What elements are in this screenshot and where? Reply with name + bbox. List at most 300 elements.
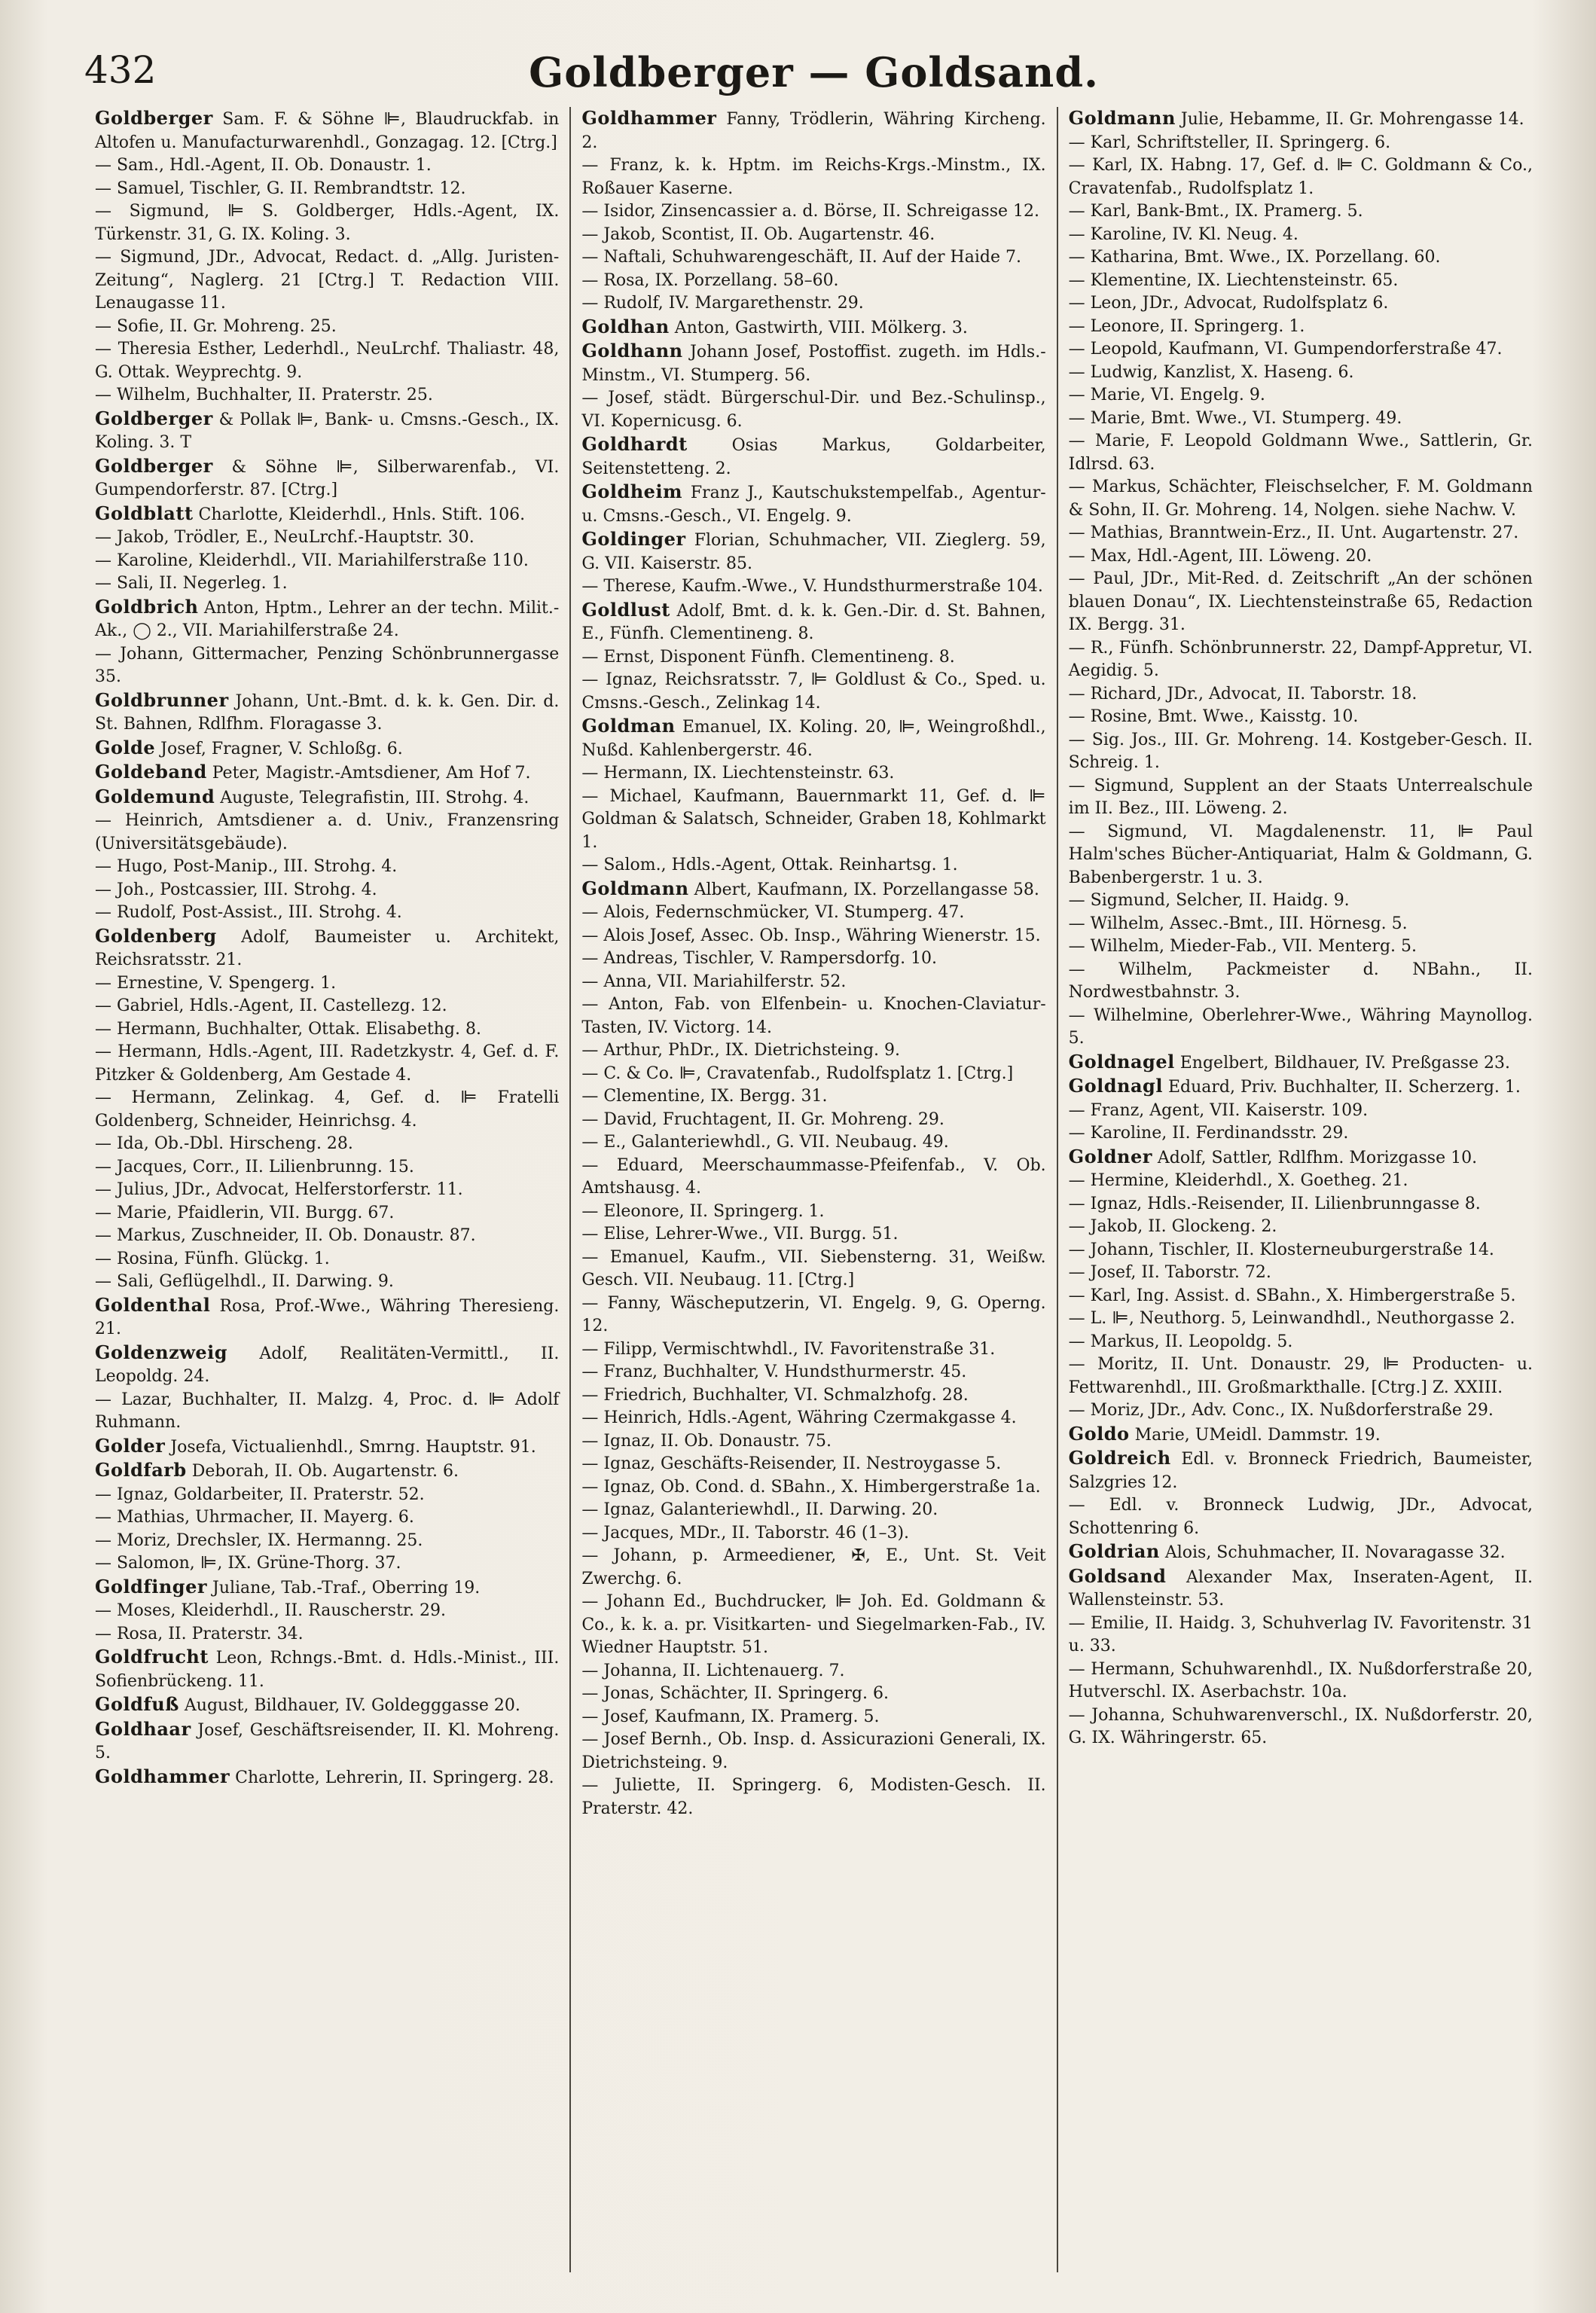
directory-entry <box>581 1247 1045 1292</box>
entry-surname: Goldfarb <box>95 1459 187 1481</box>
entry-text: — Joh., Postcassier, III. Strohg. 4. <box>95 880 377 899</box>
entry-surname: Goldhardt <box>581 433 688 455</box>
entry-text: — Marie, F. Leopold Goldmann Wwe., Sattlerin, Gr. Idlrsd. 63. <box>1068 432 1533 474</box>
entry-text: — Johann Ed., Buchdrucker, ⊫ Joh. Ed. Goldmann & Co., k. k. a. pr. Visitkarten- und Siegelmarken-Fab., IV. Wiedner Hauptstr. 51. <box>581 1592 1046 1657</box>
directory-entry <box>1069 1122 1533 1146</box>
entry-text: — Marie, Pfaidlerin, VII. Burgg. 67. <box>95 1203 395 1222</box>
directory-entry <box>581 1499 1045 1522</box>
entry-text: — Julius, JDr., Advocat, Helferstorferstr. 11. <box>95 1180 463 1199</box>
entry-text: — Mathias, Uhrmacher, II. Mayerg. 6. <box>95 1508 414 1527</box>
directory-entry <box>1069 683 1533 706</box>
entry-surname: Goldlust <box>581 598 670 621</box>
entry-surname: Goldberger <box>95 454 213 477</box>
entry-text: — Marie, VI. Engelg. 9. <box>1068 386 1265 404</box>
entry-text: — Wilhelm, Assec.-Bmt., III. Hörnesg. 5. <box>1068 914 1408 933</box>
directory-entry <box>581 292 1045 316</box>
directory-entry <box>581 270 1045 293</box>
directory-entry <box>581 1660 1045 1683</box>
directory-entry <box>581 1338 1045 1362</box>
directory-entry <box>1069 1239 1533 1262</box>
entry-surname: Goldrian <box>1068 1540 1160 1562</box>
entry-text: & Pollak ⊫, Bank- u. Cmsns.-Gesch., IX. Koling. 3. T <box>95 410 560 452</box>
entry-text: Adolf, Baumeister u. Architekt, Reichsratsstr. 21. <box>95 927 560 969</box>
directory-entry <box>581 1729 1045 1774</box>
entry-text: — Paul, JDr., Mit-Red. d. Zeitschrift „An der schönen blauen Donau“, IX. Liechtensteinstraße 65, Redaction IX. Bergg. 31. <box>1068 569 1533 634</box>
directory-entry <box>1069 384 1533 407</box>
entry-text: — Anna, VII. Mariahilferstr. 52. <box>581 972 847 991</box>
entry-text: — Ignaz, Hdls.-Reisender, II. Lilienbrunngasse 8. <box>1068 1194 1481 1213</box>
entry-surname: Goldhan <box>581 315 670 337</box>
directory-entry <box>95 1225 559 1248</box>
directory-entry <box>1069 729 1533 775</box>
directory-entry <box>95 1248 559 1271</box>
entry-text: — Sali, Geflügelhdl., II. Darwing. 9. <box>95 1272 394 1291</box>
entry-surname: Goldberger <box>95 407 213 429</box>
entry-text: — Ignaz, Geschäfts-Reisender, II. Nestroygasse 5. <box>581 1454 1002 1473</box>
directory-entry <box>1069 224 1533 247</box>
directory-entry <box>95 200 559 246</box>
entry-text: Juliane, Tab.-Traf., Oberring 19. <box>212 1578 481 1597</box>
entry-surname: Goldmann <box>581 877 689 899</box>
directory-entry <box>581 1063 1045 1086</box>
entry-text: — Arthur, PhDr., IX. Dietrichsteing. 9. <box>581 1041 901 1060</box>
entry-text: — Ignaz, Ob. Cond. d. SBahn., X. Himbergerstraße 1a. <box>581 1477 1041 1497</box>
entry-text: — Ernestine, V. Spengerg. 1. <box>95 973 337 993</box>
entry-text: — Moriz, JDr., Adv. Conc., IX. Nußdorferstraße 29. <box>1068 1401 1494 1420</box>
entry-text: — Josef, II. Taborstr. 72. <box>1068 1263 1271 1282</box>
entry-text: Florian, Schuhmacher, VII. Zieglerg. 59, G. VII. Kaiserstr. 85. <box>581 531 1046 573</box>
directory-entry <box>581 433 1045 481</box>
directory-entry <box>95 856 559 879</box>
entry-text: — R., Fünfh. Schönbrunnerstr. 22, Dampf-Appretur, VI. Aegidig. 5. <box>1068 638 1533 680</box>
directory-entry <box>1069 362 1533 385</box>
directory-entry <box>95 1552 559 1576</box>
directory-entry <box>1069 1216 1533 1239</box>
page-title: Goldberger — Goldsand. <box>529 48 1099 96</box>
entry-text: — Alois, Federnschmücker, VI. Stumperg. 47. <box>581 903 965 922</box>
directory-entry <box>1069 200 1533 224</box>
directory-entry <box>95 1646 559 1693</box>
directory-entry <box>1069 775 1533 821</box>
directory-entry <box>581 925 1045 948</box>
directory-entry <box>581 1774 1045 1820</box>
entry-text: — Juliette, II. Springerg. 6, Modisten-Gesch. II. Praterstr. 42. <box>581 1776 1046 1818</box>
directory-entry <box>95 107 559 154</box>
directory-entry <box>581 107 1045 154</box>
entry-text: — Markus, Schächter, Fleischselcher, F. M. Goldmann & Sohn, II. Gr. Mohreng. 14, Nolgen. siehe Nachw. V. <box>1068 478 1533 520</box>
directory-entry <box>95 502 559 527</box>
directory-entry <box>95 972 559 996</box>
entry-text: Josefa, Victualienhdl., Smrng. Hauptstr. 91. <box>170 1437 536 1457</box>
directory-entry <box>95 1179 559 1202</box>
entry-text: — Josef Bernh., Ob. Insp. d. Assicurazioni Generali, IX. Dietrichsteing. 9. <box>581 1730 1046 1772</box>
entry-text: Johann, Unt.-Bmt. d. k. k. Gen. Dir. d. St. Bahnen, Rdlfhm. Floragasse 3. <box>95 691 560 734</box>
entry-text: — Ignaz, II. Ob. Donaustr. 75. <box>581 1431 832 1451</box>
directory-entry <box>1069 1540 1533 1565</box>
entry-text: — Eleonore, II. Springerg. 1. <box>581 1201 825 1221</box>
entry-text: Adolf, Realitäten-Vermittl., II. Leopoldg. 24. <box>95 1344 560 1386</box>
directory-entry <box>1069 154 1533 200</box>
directory-entry <box>95 1623 559 1646</box>
directory-entry <box>581 877 1045 902</box>
entry-text: Edl. v. Bronneck Friedrich, Baumeister, Salzgries 12. <box>1068 1450 1533 1492</box>
directory-entry <box>95 1718 559 1765</box>
entry-text: — Sigmund, Supplent an der Staats Unterrealschule im II. Bez., III. Löweng. 2. <box>1068 776 1533 818</box>
entry-text: — Karoline, IV. Kl. Neug. 4. <box>1068 224 1298 244</box>
entry-text: Anton, Gastwirth, VIII. Mölkerg. 3. <box>674 318 968 337</box>
entry-text: — Ernst, Disponent Fünfh. Clementineng. 8. <box>581 647 955 667</box>
entry-surname: Goldenzweig <box>95 1341 228 1363</box>
entry-text: Auguste, Telegrafistin, III. Strohg. 4. <box>220 788 529 807</box>
directory-columns <box>84 107 1543 2272</box>
directory-entry <box>581 1201 1045 1224</box>
directory-entry <box>1069 1308 1533 1331</box>
directory-entry <box>581 1476 1045 1500</box>
directory-entry <box>1069 338 1533 362</box>
entry-text: — Hermine, Kleiderhdl., X. Goetheg. 21. <box>1068 1171 1408 1190</box>
directory-entry <box>1069 959 1533 1005</box>
entry-text: — Karl, Ing. Assist. d. SBahn., X. Himbergerstraße 5. <box>1068 1286 1516 1305</box>
entry-surname: Goldbrich <box>95 595 199 618</box>
page-number: 432 <box>84 48 157 92</box>
directory-entry <box>581 1361 1045 1384</box>
entry-surname: Goldenberg <box>95 924 217 947</box>
entry-text: — David, Fruchtagent, II. Gr. Mohreng. 29. <box>581 1109 944 1129</box>
entry-text: — Klementine, IX. Liechtensteinstr. 65. <box>1068 270 1399 290</box>
directory-entry <box>1069 476 1533 522</box>
entry-text: — Jakob, Scontist, II. Ob. Augartenstr. 46. <box>581 224 935 244</box>
entry-surname: Goldman <box>581 715 676 737</box>
directory-entry <box>95 1041 559 1087</box>
directory-entry <box>581 1407 1045 1430</box>
entry-text: — Moses, Kleiderhdl., II. Rauscherstr. 29. <box>95 1601 447 1620</box>
directory-entry <box>95 1018 559 1042</box>
entry-text: — Salomon, ⊫, IX. Grüne-Thorg. 37. <box>95 1554 401 1573</box>
directory-entry <box>581 575 1045 599</box>
column-right <box>1057 107 1543 2272</box>
entry-surname: Goldfuß <box>95 1693 179 1715</box>
entry-text: — Isidor, Zinsencassier a. d. Börse, II. Schreigasse 12. <box>581 202 1039 221</box>
entry-text: Leon, Rchngs.-Bmt. d. Hdls.-Minist., III. Sofienbrückeng. 11. <box>95 1649 560 1691</box>
directory-entry <box>1069 1565 1533 1613</box>
entry-text: — Hermann, IX. Liechtensteinstr. 63. <box>581 764 895 783</box>
entry-text: — Johann, Gittermacher, Penzing Schönbrunnergasse 35. <box>95 644 560 686</box>
entry-text: — Heinrich, Hdls.-Agent, Währing Czermakgasse 4. <box>581 1408 1017 1427</box>
directory-entry <box>95 643 559 689</box>
directory-entry <box>1069 1100 1533 1123</box>
entry-surname: Goldhaar <box>95 1717 191 1740</box>
entry-text: — Sofie, II. Gr. Mohreng. 25. <box>95 316 337 336</box>
column-left <box>84 107 569 2272</box>
directory-entry <box>95 902 559 925</box>
entry-text: August, Bildhauer, IV. Goldegggasse 20. <box>184 1696 520 1715</box>
directory-entry <box>95 1294 559 1341</box>
entry-surname: Golder <box>95 1434 166 1457</box>
entry-text: — Karoline, Kleiderhdl., VII. Mariahilferstraße 110. <box>95 551 529 570</box>
directory-entry <box>1069 246 1533 270</box>
entry-text: Sam. F. & Söhne ⊫, Blaudruckfab. in Altofen u. Manufacturwarenhdl., Gonzagag. 12. [Ctrg.] <box>95 110 560 152</box>
entry-text: Adolf, Bmt. d. k. k. Gen.-Dir. d. St. Bahnen, E., Fünfh. Clementineng. 8. <box>581 601 1046 643</box>
entry-text: — Samuel, Tischler, G. II. Rembrandtstr. 12. <box>95 179 466 198</box>
entry-text: — Theresia Esther, Lederhdl., NeuLrchf. Thaliastr. 48, G. Ottak. Weyprechtg. 9. <box>95 340 560 382</box>
directory-entry <box>95 572 559 596</box>
entry-text: — Heinrich, Amtsdiener a. d. Univ., Franzensring (Universitätsgebäude). <box>95 811 560 853</box>
entry-text: — Sigmund, JDr., Advocat, Redact. d. „Allg. Juristen-Zeitung“, Naglerg. 21 [Ctrg.] T. Redaction VIII. Lenaugasse 11. <box>95 248 560 313</box>
entry-surname: Goldhammer <box>581 107 717 129</box>
entry-text: Engelbert, Bildhauer, IV. Preßgasse 23. <box>1179 1053 1510 1073</box>
directory-entry <box>1069 545 1533 569</box>
directory-entry <box>1069 107 1533 132</box>
entry-text: — Wilhelm, Buchhalter, II. Praterstr. 25. <box>95 386 433 404</box>
entry-text: — Karoline, II. Ferdinandsstr. 29. <box>1068 1124 1349 1143</box>
directory-entry <box>95 1576 559 1600</box>
directory-entry <box>581 599 1045 646</box>
entry-text: — Sig. Jos., III. Gr. Mohreng. 14. Kostgeber-Gesch. II. Schreig. 1. <box>1068 730 1533 772</box>
directory-entry <box>581 1085 1045 1109</box>
directory-entry <box>95 1435 559 1460</box>
entry-text: Franz J., Kautschukstempelfab., Agentur- u. Cmsns.-Gesch., VI. Engelg. 9. <box>581 484 1046 526</box>
directory-entry <box>1069 522 1533 545</box>
directory-entry <box>581 902 1045 925</box>
entry-surname: Golde <box>95 736 156 758</box>
directory-entry <box>1069 1399 1533 1423</box>
entry-surname: Goldeband <box>95 761 207 783</box>
entry-surname: Goldsand <box>1068 1564 1167 1587</box>
directory-entry <box>581 528 1045 575</box>
entry-text: — Hermann, Schuhwarenhdl., IX. Nußdorferstraße 20, Hutverschl. IX. Aserbachstr. 10a. <box>1068 1659 1533 1701</box>
directory-entry <box>581 224 1045 247</box>
directory-entry <box>581 1545 1045 1591</box>
directory-entry <box>1069 889 1533 913</box>
entry-text: — Salom., Hdls.-Agent, Ottak. Reinhartsg. 1. <box>581 856 958 874</box>
entry-text: — Markus, Zuschneider, II. Ob. Donaustr. 87. <box>95 1226 476 1245</box>
directory-entry <box>1069 1704 1533 1750</box>
directory-entry <box>95 596 559 643</box>
directory-entry <box>1069 316 1533 339</box>
entry-text: — Sali, II. Negerleg. 1. <box>95 574 288 593</box>
directory-entry <box>1069 292 1533 316</box>
directory-entry <box>1069 430 1533 476</box>
entry-text: — Johanna, II. Lichtenauerg. 7. <box>581 1661 845 1680</box>
directory-entry <box>95 1133 559 1156</box>
entry-text: Albert, Kaufmann, IX. Porzellangasse 58. <box>694 880 1039 899</box>
entry-text: Marie, UMeidl. Dammstr. 19. <box>1134 1425 1381 1445</box>
entry-text: — Rosa, II. Praterstr. 34. <box>95 1624 304 1643</box>
entry-text: — Markus, II. Leopoldg. 5. <box>1068 1332 1293 1351</box>
directory-entry <box>1069 935 1533 959</box>
directory-entry <box>581 340 1045 387</box>
entry-text: — Elise, Lehrer-Wwe., VII. Burgg. 51. <box>581 1225 899 1243</box>
directory-entry <box>95 786 559 810</box>
entry-text: — Wilhelm, Mieder-Fab., VII. Menterg. 5. <box>1068 937 1417 956</box>
entry-text: Fanny, Trödlerin, Währing Kircheng. 2. <box>581 110 1046 152</box>
entry-text: — Rudolf, IV. Margarethenstr. 29. <box>581 294 864 313</box>
directory-entry <box>95 1506 559 1530</box>
entry-text: — Jacques, MDr., II. Taborstr. 46 (1–3). <box>581 1523 910 1543</box>
entry-surname: Goldemund <box>95 785 215 807</box>
entry-text: — Jonas, Schächter, II. Springerg. 6. <box>581 1684 889 1703</box>
directory-entry <box>1069 1005 1533 1051</box>
entry-surname: Goldner <box>1068 1145 1152 1167</box>
directory-entry <box>581 1223 1045 1247</box>
entry-text: — Anton, Fab. von Elfenbein- u. Knochen-Claviatur-Tasten, IV. Victorg. 14. <box>581 995 1046 1037</box>
directory-entry <box>1069 1075 1533 1100</box>
directory-entry <box>1069 706 1533 729</box>
directory-entry <box>581 947 1045 971</box>
directory-entry <box>95 1693 559 1718</box>
directory-entry <box>581 1109 1045 1132</box>
entry-text: — Emanuel, Kaufm., VII. Siebensterng. 31, Weißw. Gesch. VII. Neubaug. 11. [Ctrg.] <box>581 1247 1046 1289</box>
entry-surname: Goldblatt <box>95 502 194 524</box>
directory-entry <box>581 715 1045 762</box>
directory-entry <box>1069 637 1533 683</box>
page-header <box>84 41 1543 113</box>
entry-text: — Edl. v. Bronneck Ludwig, JDr., Advocat, Schottenring 6. <box>1068 1496 1533 1538</box>
directory-entry <box>581 1591 1045 1660</box>
directory-entry <box>581 316 1045 340</box>
entry-text: Anton, Hptm., Lehrer an der techn. Milit.-Ak., ◯ 2., VII. Mariahilferstraße 24. <box>95 598 560 640</box>
directory-entry <box>1069 1658 1533 1704</box>
directory-entry <box>1069 1146 1533 1170</box>
entry-surname: Goldnagel <box>1068 1050 1175 1073</box>
entry-text: — Karl, IX. Habng. 17, Gef. d. ⊫ C. Goldmann & Co., Cravatenfab., Rudolfsplatz 1. <box>1068 156 1533 198</box>
entry-text: — L. ⊫, Neuthorg. 5, Leinwandhdl., Neuthorgasse 2. <box>1068 1309 1515 1328</box>
directory-entry <box>95 761 559 786</box>
entry-text: — Hermann, Hdls.-Agent, III. Radetzkystr. 4, Gef. d. F. Pitzker & Goldenberg, Am Gestade 4. <box>95 1042 560 1085</box>
directory-entry <box>1069 821 1533 890</box>
entry-text: — Moriz, Drechsler, IX. Hermanng. 25. <box>95 1530 423 1550</box>
directory-entry <box>581 1155 1045 1201</box>
directory-entry <box>581 154 1045 200</box>
entry-text: — Leonore, II. Springerg. 1. <box>1068 316 1305 336</box>
entry-text: Alois, Schuhmacher, II. Novaragasse 32. <box>1164 1543 1506 1562</box>
entry-text: — Ida, Ob.-Dbl. Hirscheng. 28. <box>95 1134 353 1153</box>
directory-entry <box>581 481 1045 528</box>
directory-entry <box>1069 913 1533 936</box>
entry-surname: Goldfrucht <box>95 1646 209 1668</box>
directory-entry <box>1069 132 1533 155</box>
directory-entry <box>581 1430 1045 1454</box>
entry-text: Alexander Max, Inseraten-Agent, II. Wallensteinstr. 53. <box>1068 1567 1533 1610</box>
directory-entry <box>95 1087 559 1133</box>
entry-text: — Franz, Buchhalter, V. Hundsthurmerstr. 45. <box>581 1362 967 1381</box>
directory-entry <box>95 1389 559 1435</box>
entry-text: — Katharina, Bmt. Wwe., IX. Porzellang. 60. <box>1068 248 1441 267</box>
directory-entry <box>1069 270 1533 293</box>
entry-text: — Friedrich, Buchhalter, VI. Schmalzhofg. 28. <box>581 1385 969 1405</box>
directory-entry <box>95 1156 559 1179</box>
entry-text: — Sigmund, VI. Magdalenenstr. 11, ⊫ Paul Halm'sches Bücher-Antiquariat, Halm & Goldmann, G. Babenbergerstr. 1 u. 3. <box>1068 822 1533 887</box>
entry-text: — Hugo, Post-Manip., III. Strohg. 4. <box>95 857 398 876</box>
entry-surname: Goldberger <box>95 107 213 129</box>
entry-text: — Rosine, Bmt. Wwe., Kaisstg. 10. <box>1068 707 1359 726</box>
entry-text: — Leopold, Kaufmann, VI. Gumpendorferstraße 47. <box>1068 340 1503 359</box>
entry-text: — Josef, städt. Bürgerschul-Dir. und Bez.-Schulinsp., VI. Kopernicusg. 6. <box>581 389 1046 431</box>
entry-text: — Alois Josef, Assec. Ob. Insp., Währing Wienerstr. 15. <box>581 926 1041 945</box>
entry-text: Josef, Fragner, V. Schloßg. 6. <box>160 739 403 758</box>
entry-text: — Karl, Schriftsteller, II. Springerg. 6. <box>1068 133 1391 152</box>
directory-entry <box>95 879 559 902</box>
entry-text: — Ignaz, Goldarbeiter, II. Praterstr. 52. <box>95 1485 425 1504</box>
entry-text: — Rudolf, Post-Assist., III. Strohg. 4. <box>95 903 402 922</box>
entry-text: — Johann, p. Armeediener, ✠, E., Unt. St. Veit Zwerchg. 6. <box>581 1546 1046 1588</box>
directory-entry <box>95 550 559 573</box>
directory-entry <box>581 646 1045 670</box>
entry-text: Charlotte, Lehrerin, II. Springerg. 28. <box>235 1768 554 1787</box>
entry-text: Adolf, Sattler, Rdlfhm. Morizgasse 10. <box>1157 1148 1478 1167</box>
entry-surname: Goldreich <box>1068 1447 1171 1469</box>
directory-entry <box>581 971 1045 994</box>
directory-entry <box>581 1522 1045 1546</box>
entry-surname: Goldheim <box>581 481 682 502</box>
directory-entry <box>581 1292 1045 1338</box>
entry-text: Rosa, Prof.-Wwe., Währing Theresieng. 21. <box>95 1296 560 1338</box>
directory-entry <box>1069 568 1533 637</box>
directory-entry <box>581 993 1045 1039</box>
entry-surname: Goldinger <box>581 528 686 550</box>
entry-text: — Josef, Kaufmann, IX. Pramerg. 5. <box>581 1707 880 1726</box>
entry-text: — Ignaz, Reichsratsstr. 7, ⊫ Goldlust & Co., Sped. u. Cmsns.-Gesch., Zelinkag 14. <box>581 670 1046 713</box>
entry-text: — Wilhelmine, Oberlehrer-Wwe., Währing Maynollog. 5. <box>1068 1005 1533 1048</box>
entry-text: — Rosa, IX. Porzellang. 58–60. <box>581 270 839 290</box>
directory-entry <box>581 246 1045 270</box>
entry-text: — Therese, Kaufm.-Wwe., V. Hundsthurmerstraße 104. <box>581 577 1043 596</box>
directory-entry <box>95 246 559 316</box>
directory-entry <box>95 737 559 761</box>
directory-entry <box>1069 1331 1533 1354</box>
directory-entry <box>1069 1193 1533 1216</box>
entry-text: — Jakob, Trödler, E., NeuLrchf.-Hauptstr. 30. <box>95 528 475 547</box>
entry-text: — Franz, k. k. Hptm. im Reichs-Krgs.-Minstm., IX. Roßauer Kaserne. <box>581 156 1046 198</box>
entry-text: — Mathias, Branntwein-Erz., II. Unt. Augartenstr. 27. <box>1068 523 1519 542</box>
directory-entry <box>581 1131 1045 1155</box>
directory-entry <box>1069 1447 1533 1494</box>
entry-text: — Jacques, Corr., II. Lilienbrunng. 15. <box>95 1157 414 1176</box>
entry-text: — Johanna, Schuhwarenverschl., IX. Nußdorferstr. 20, G. IX. Währingerstr. 65. <box>1068 1705 1533 1747</box>
entry-text: Eduard, Priv. Buchhalter, II. Scherzerg. 1. <box>1167 1078 1521 1097</box>
directory-entry <box>95 316 559 339</box>
entry-text: Johann Josef, Postoffist. zugeth. im Hdls.-Minstm., VI. Stumperg. 56. <box>581 343 1046 385</box>
directory-entry <box>95 1271 559 1294</box>
entry-text: — Leon, JDr., Advocat, Rudolfsplatz 6. <box>1068 294 1389 313</box>
directory-entry <box>95 407 559 455</box>
directory-entry <box>95 154 559 178</box>
directory-entry <box>581 200 1045 224</box>
column-middle <box>569 107 1056 2272</box>
directory-entry <box>581 762 1045 786</box>
directory-entry <box>1069 1262 1533 1285</box>
entry-text: — Emilie, II. Haidg. 3, Schuhverlag IV. Favoritenstr. 31 u. 33. <box>1068 1613 1533 1655</box>
entry-text: — E., Galanteriewhdl., G. VII. Neubaug. 49. <box>581 1133 949 1152</box>
entry-text: Josef, Geschäftsreisender, II. Kl. Mohreng. 5. <box>95 1720 560 1762</box>
entry-text: Julie, Hebamme, II. Gr. Mohrengasse 14. <box>1180 110 1524 129</box>
directory-entry <box>581 786 1045 855</box>
directory-entry <box>95 1459 559 1484</box>
directory-entry <box>1069 1423 1533 1448</box>
directory-entry <box>1069 407 1533 431</box>
directory-entry <box>95 810 559 856</box>
entry-text: — Ludwig, Kanzlist, X. Haseng. 6. <box>1068 362 1354 382</box>
entry-text: — Karl, Bank-Bmt., IX. Pramerg. 5. <box>1068 202 1363 221</box>
entry-text: — Hermann, Buchhalter, Ottak. Elisabethg. 8. <box>95 1019 481 1039</box>
entry-text: Deborah, II. Ob. Augartenstr. 6. <box>191 1462 459 1481</box>
directory-entry <box>95 178 559 201</box>
entry-text: — Jakob, II. Glockeng. 2. <box>1068 1217 1277 1236</box>
directory-entry <box>95 384 559 407</box>
entry-text: Charlotte, Kleiderhdl., Hnls. Stift. 106. <box>198 505 526 524</box>
entry-text: — Naftali, Schuhwarengeschäft, II. Auf der Haide 7. <box>581 248 1021 267</box>
entry-text: — Richard, JDr., Advocat, II. Taborstr. 18. <box>1068 684 1417 703</box>
